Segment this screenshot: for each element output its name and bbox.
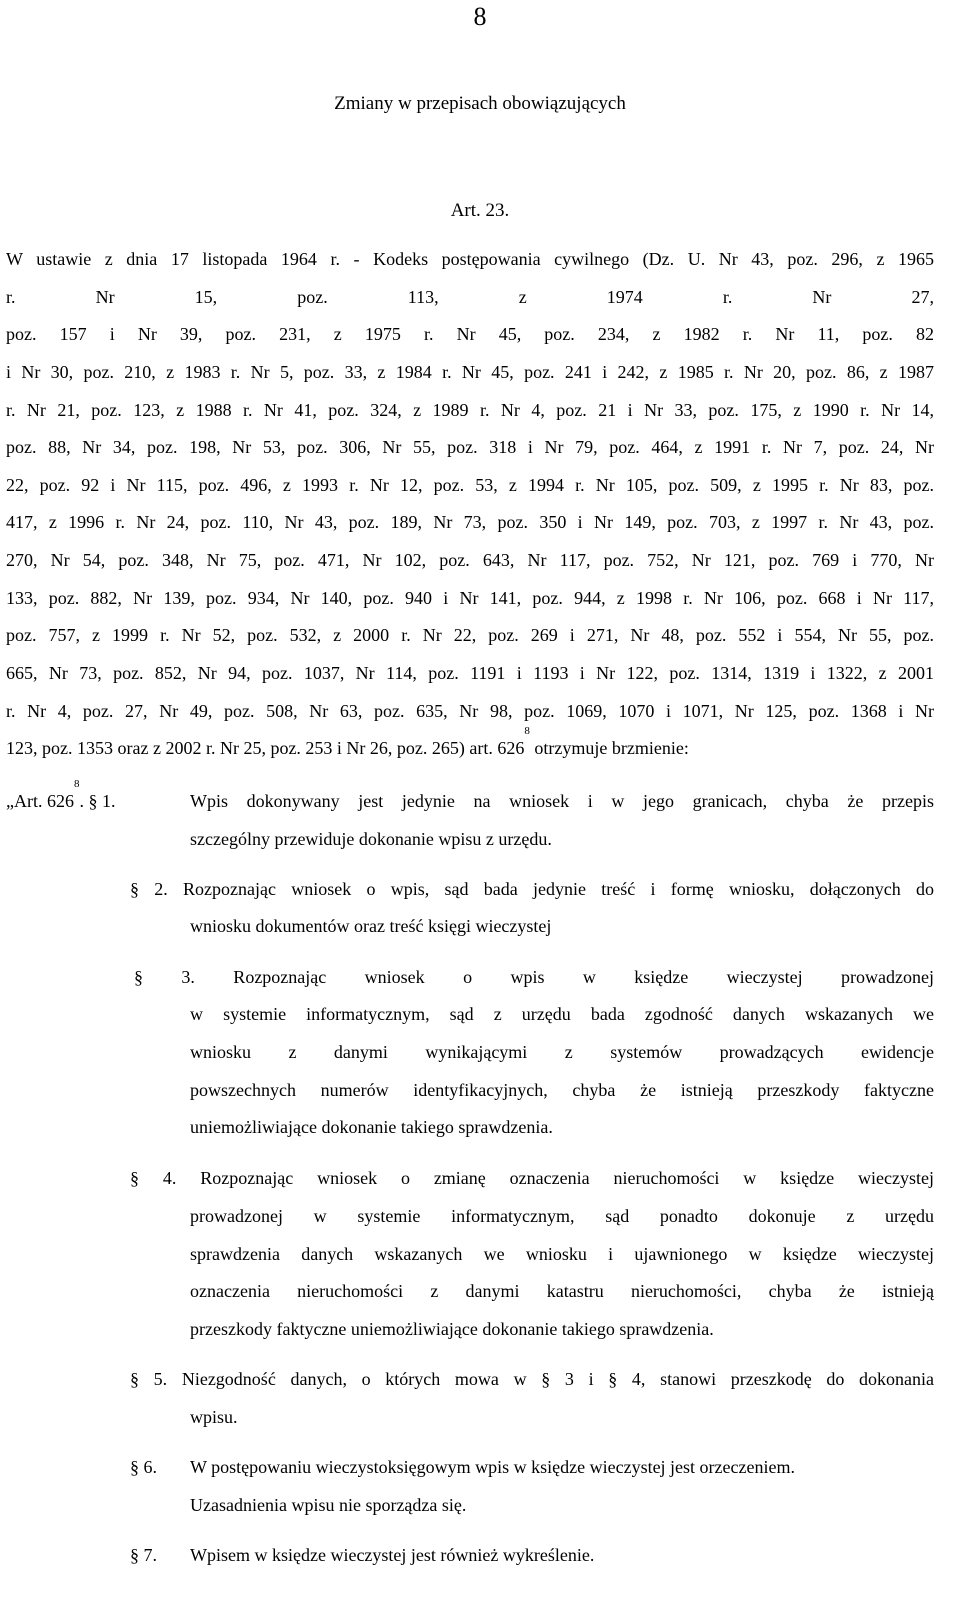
article-ref: „Art. 626 — [6, 791, 74, 811]
paragraph-3-line: uniemożliwiające dokonanie takiego sprawdzenia. — [190, 1117, 553, 1137]
paragraph-2-line: § 2. Rozpoznając wniosek o wpis, sąd bada jedynie treść i formę wniosku, dołączonych do — [130, 879, 934, 899]
intro-line: poz. 157 i Nr 39, poz. 231, z 1975 r. Nr 45, poz. 234, z 1982 r. Nr 11, poz. 82 — [6, 324, 934, 344]
intro-line: poz. 88, Nr 34, poz. 198, Nr 53, poz. 306, Nr 55, poz. 318 i Nr 79, poz. 464, z 1991 r. Nr 7, poz. 24, Nr — [6, 437, 934, 457]
paragraph-3-line: § 3. Rozpoznając wniosek o wpis w księdze wieczystej prowadzonej — [134, 967, 934, 987]
intro-line: r. Nr 15, poz. 113, z 1974 r. Nr 27, — [6, 287, 934, 307]
intro-line: r. Nr 21, poz. 123, z 1988 r. Nr 41, poz. 324, z 1989 r. Nr 4, poz. 21 i Nr 33, poz. 175, z 1990 r. Nr 14, — [6, 400, 934, 420]
paragraph-number: . § 1. — [79, 791, 116, 811]
intro-line: poz. 757, z 1999 r. Nr 52, poz. 532, z 2000 r. Nr 22, poz. 269 i 271, Nr 48, poz. 552 i 554, Nr 55, poz. — [6, 625, 934, 645]
paragraph-1-line: Wpis dokonywany jest jedynie na wniosek i w jego granicach, chyba że przepis — [190, 791, 934, 811]
paragraph-6-lead: § 6. — [130, 1457, 157, 1477]
superscript: 8 — [524, 725, 530, 737]
paragraph-3-line: powszechnych numerów identyfikacyjnych, chyba że istnieją przeszkody faktyczne — [190, 1080, 934, 1100]
intro-line: W ustawie z dnia 17 listopada 1964 r. - Kodeks postępowania cywilnego (Dz. U. Nr 43, poz. 296, z 1965 — [6, 249, 934, 269]
intro-text: otrzymuje brzmienie: — [529, 738, 689, 758]
article-title: Art. 23. — [450, 200, 510, 221]
paragraph-5-line: § 5. Niezgodność danych, o których mowa w § 3 i § 4, stanowi przeszkodę do dokonania — [130, 1369, 934, 1389]
section-title: Zmiany w przepisach obowiązujących — [334, 93, 626, 114]
paragraph-4-line: § 4. Rozpoznając wniosek o zmianę oznaczenia nieruchomości w księdze wieczystej — [130, 1168, 934, 1188]
intro-line: 665, Nr 73, poz. 852, Nr 94, poz. 1037, Nr 114, poz. 1191 i 1193 i Nr 122, poz. 1314, 1319 i 1322, z 2001 — [6, 663, 934, 683]
paragraph-3-line: w systemie informatycznym, sąd z urzędu bada zgodność danych wskazanych we — [190, 1004, 934, 1024]
paragraph-4-line: oznaczenia nieruchomości z danymi katastru nieruchomości, chyba że istnieją — [190, 1281, 934, 1301]
intro-line: i Nr 30, poz. 210, z 1983 r. Nr 5, poz. 33, z 1984 r. Nr 45, poz. 241 i 242, z 1985 r. Nr 20, poz. 86, z 1987 — [6, 362, 934, 382]
intro-line: 133, poz. 882, Nr 139, poz. 934, Nr 140, poz. 940 i Nr 141, poz. 944, z 1998 r. Nr 106, poz. 668 i Nr 117, — [6, 588, 934, 608]
paragraph-2-line: wniosku dokumentów oraz treść księgi wieczystej — [190, 916, 552, 936]
intro-line-last — [6, 725, 934, 759]
paragraph-7-line: Wpisem w księdze wieczystej jest również wykreślenie. — [190, 1545, 595, 1565]
intro-line: 270, Nr 54, poz. 348, Nr 75, poz. 471, Nr 102, poz. 643, Nr 117, poz. 752, Nr 121, poz. 769 i 770, Nr — [6, 550, 934, 570]
page-number: 8 — [473, 2, 487, 31]
paragraph-1-lead — [6, 778, 116, 812]
paragraph-7-lead: § 7. — [130, 1545, 157, 1565]
paragraph-1-line: szczególny przewiduje dokonanie wpisu z urzędu. — [190, 829, 552, 849]
intro-line: 22, poz. 92 i Nr 115, poz. 496, z 1993 r. Nr 12, poz. 53, z 1994 r. Nr 105, poz. 509, z 1995 r. Nr 83, poz. — [6, 475, 934, 495]
paragraph-4-line: prowadzonej w systemie informatycznym, sąd ponadto dokonuje z urzędu — [190, 1206, 934, 1226]
paragraph-6-line: W postępowaniu wieczystoksięgowym wpis w księdze wieczystej jest orzeczeniem. — [190, 1457, 795, 1477]
paragraph-5-line: wpisu. — [190, 1407, 238, 1427]
intro-text: 123, poz. 1353 oraz z 2002 r. Nr 25, poz. 253 i Nr 26, poz. 265) art. 626 — [6, 738, 525, 758]
superscript: 8 — [73, 778, 80, 790]
intro-line: 417, z 1996 r. Nr 24, poz. 110, Nr 43, poz. 189, Nr 73, poz. 350 i Nr 149, poz. 703, z 1997 r. Nr 43, poz. — [6, 512, 934, 532]
paragraph-6-line: Uzasadnienia wpisu nie sporządza się. — [190, 1495, 467, 1515]
paragraph-3-line: wniosku z danymi wynikającymi z systemów prowadzących ewidencje — [190, 1042, 934, 1062]
intro-line: r. Nr 4, poz. 27, Nr 49, poz. 508, Nr 63, poz. 635, Nr 98, poz. 1069, 1070 i 1071, Nr 125, poz. 1368 i Nr — [6, 701, 934, 721]
paragraph-4-line: przeszkody faktyczne uniemożliwiające dokonanie takiego sprawdzenia. — [190, 1319, 714, 1339]
paragraph-4-line: sprawdzenia danych wskazanych we wniosku i ujawnionego w księdze wieczystej — [190, 1244, 934, 1264]
